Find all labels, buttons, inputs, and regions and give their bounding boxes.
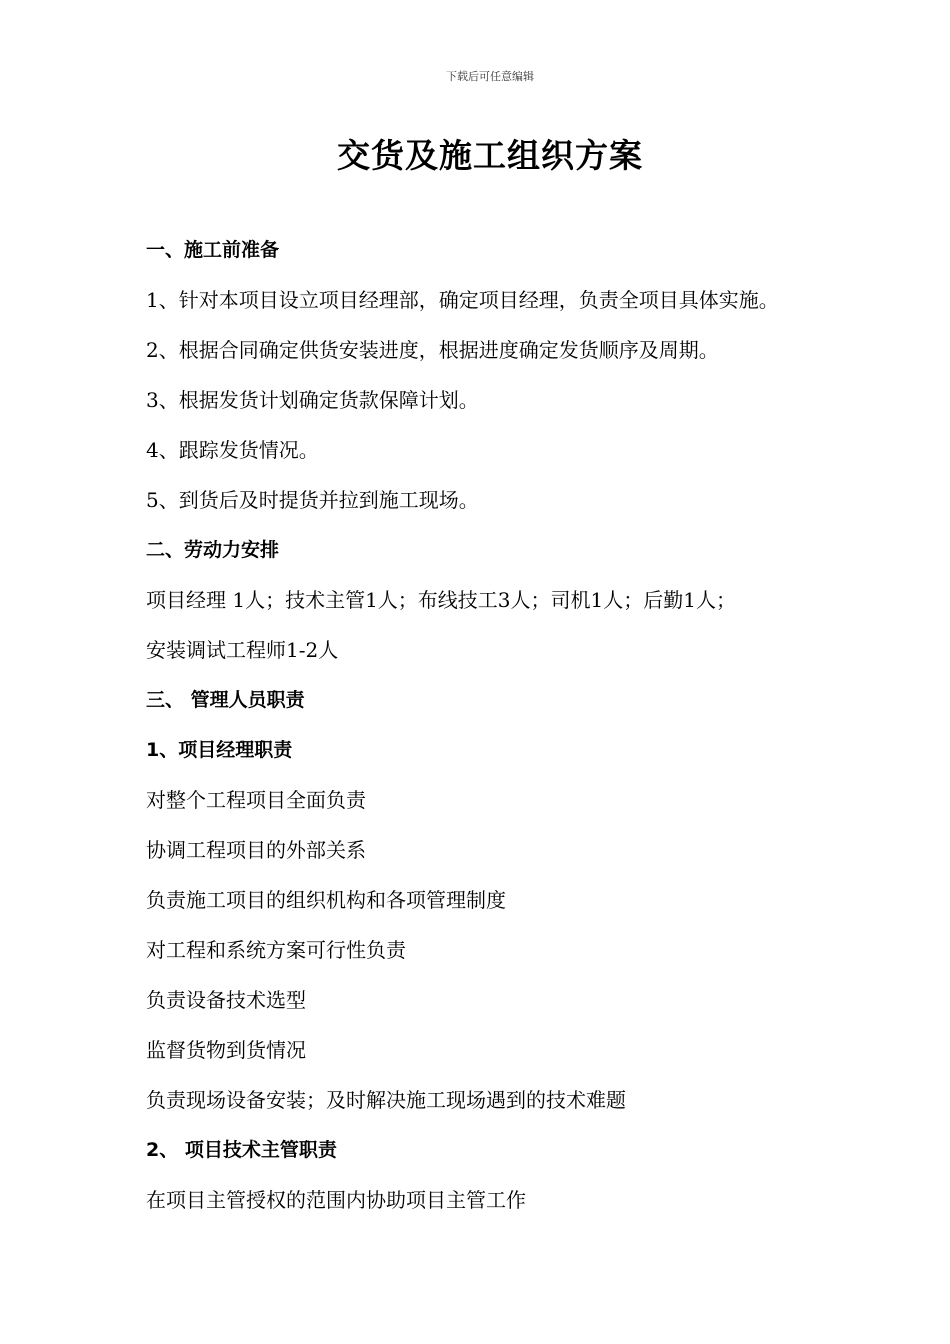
section-heading: 二、劳动力安排 — [146, 539, 280, 561]
document-body — [146, 234, 906, 1234]
body-line: 在项目主管授权的范围内协助项目主管工作 — [146, 1188, 526, 1212]
document-title: 交货及施工组织方案 — [337, 136, 643, 175]
body-line: 对工程和系统方案可行性负责 — [146, 938, 406, 962]
body-line: 4、跟踪发货情况。 — [146, 438, 319, 462]
section-heading: 2、 项目技术主管职责 — [146, 1139, 337, 1161]
body-line: 2、根据合同确定供货安装进度，根据进度确定发货顺序及周期。 — [146, 338, 719, 362]
body-line: 1、针对本项目设立项目经理部，确定项目经理，负责全项目具体实施。 — [146, 288, 779, 312]
body-line: 负责施工项目的组织机构和各项管理制度 — [146, 888, 506, 912]
section-heading: 一、施工前准备 — [146, 239, 280, 261]
body-line: 5、到货后及时提货并拉到施工现场。 — [146, 488, 479, 512]
body-line: 监督货物到货情况 — [146, 1038, 306, 1062]
body-line: 对整个工程项目全面负责 — [146, 788, 366, 812]
body-line: 项目经理 1人；技术主管1人；布线技工3人；司机1人；后勤1人； — [146, 588, 736, 612]
header-note: 下载后可任意编辑 — [446, 70, 534, 83]
body-line: 协调工程项目的外部关系 — [146, 838, 366, 862]
body-line: 安装调试工程师1-2人 — [146, 638, 339, 662]
body-line: 负责现场设备安装；及时解决施工现场遇到的技术难题 — [146, 1088, 626, 1112]
section-heading: 三、 管理人员职责 — [146, 689, 305, 711]
body-line: 3、根据发货计划确定货款保障计划。 — [146, 388, 479, 412]
section-heading: 1、项目经理职责 — [146, 739, 293, 761]
body-line: 负责设备技术选型 — [146, 988, 306, 1012]
